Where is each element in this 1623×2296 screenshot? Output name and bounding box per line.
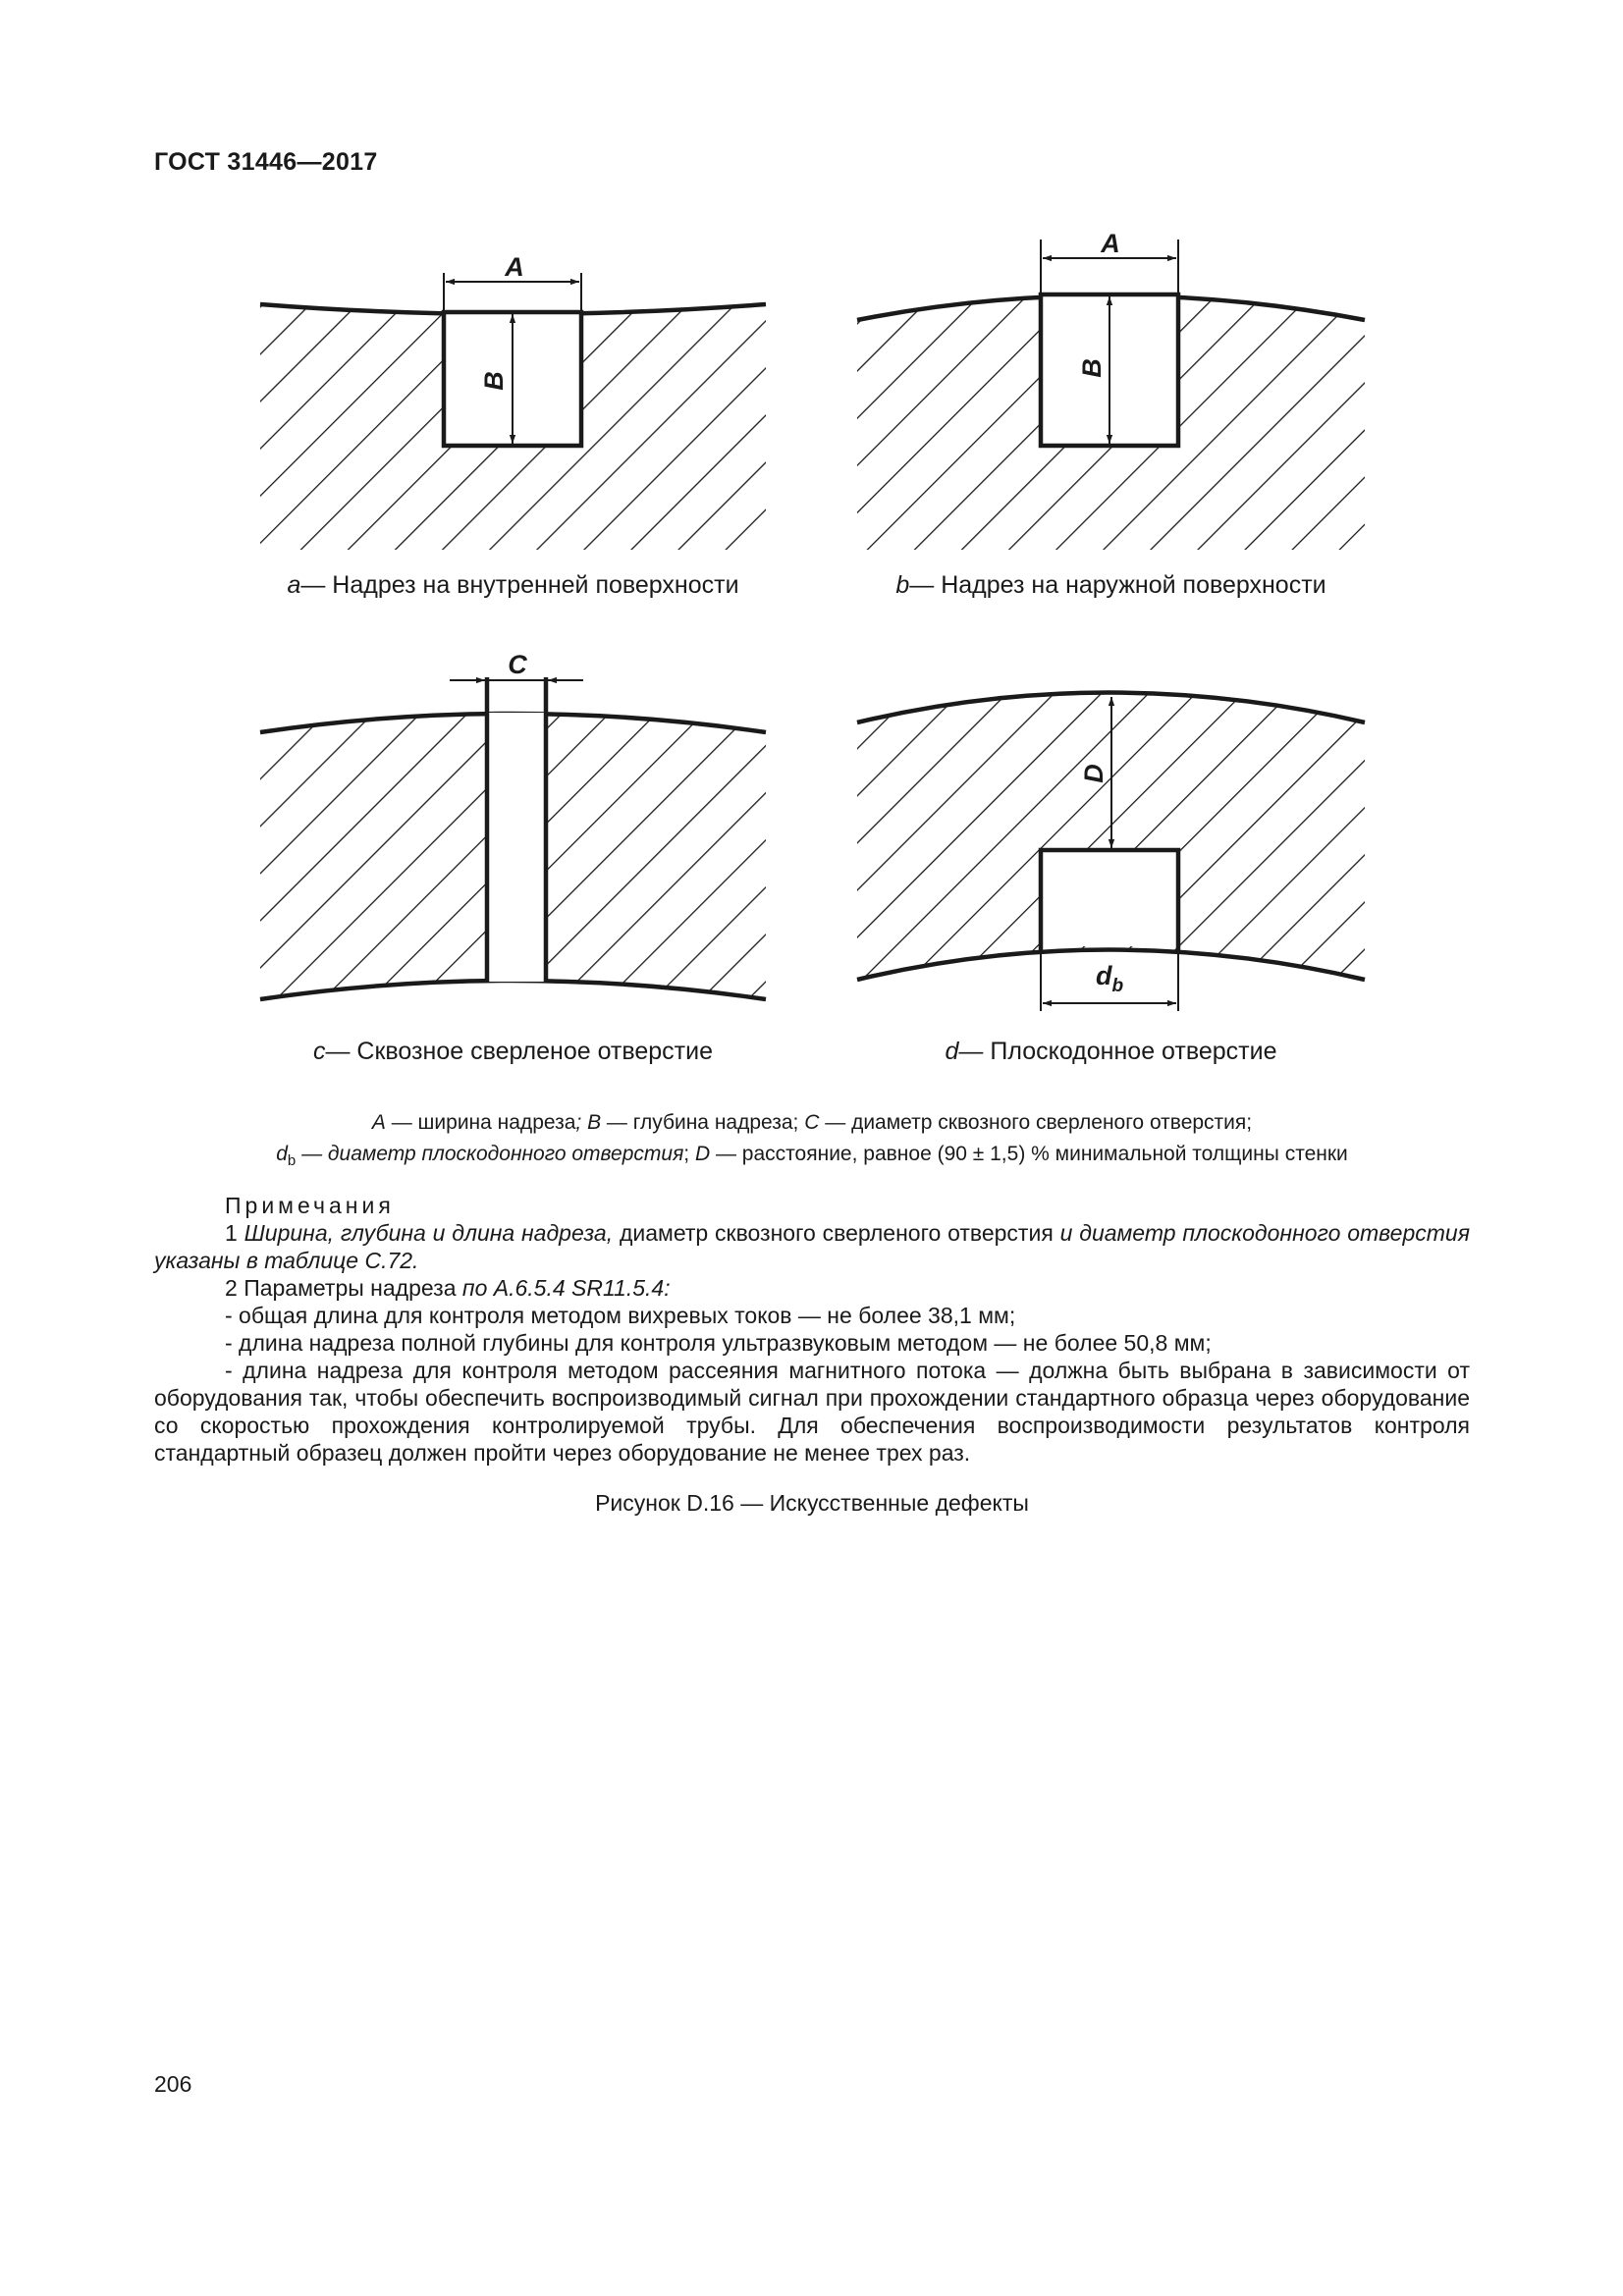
- caption-d: d— Плоскодонное отверстие: [945, 1038, 1277, 1065]
- figure-title: Рисунок D.16 — Искусственные дефекты: [595, 1490, 1029, 1516]
- legend-line-2: $d_b$ — диаметр плоскодонного отверстия; D — расстояние, равное (90 ± 1,5) % минимальной толщины стенки: [276, 1143, 1348, 1170]
- note-2-item-1: - общая длина для контроля методом вихревых токов — не более 38,1 мм;: [225, 1303, 1016, 1328]
- legend-line-1: A — ширина надреза; B — глубина надреза; C — диаметр сквозного сверленого отверстия;: [371, 1111, 1253, 1134]
- dim-label-d-distance: D: [1079, 764, 1109, 783]
- figure-c-drawing: [260, 650, 766, 1011]
- note-2-item-3: - длина надреза для контроля методом рассеяния магнитного потока — должна быть выбрана в зависимости от оборудования так, чтобы обеспечить воспроизводимый сигнал при прохождении стандартного образца через оборудование со скоростью прохождения контролируемой трубы. Для обеспечения воспроизводимости результатов контроля стандартный образец должен пройти через оборудование не менее трех раз.: [154, 1358, 1470, 1466]
- dim-label-c-diameter: C: [508, 650, 527, 679]
- note-2: 2 Параметры надреза по А.6.5.4 SR11.5.4:: [225, 1275, 671, 1301]
- figure-d-drawing: [857, 658, 1365, 1011]
- figure-a-drawing: [260, 252, 766, 560]
- notes-block: [154, 1192, 1470, 1467]
- document-header: ГОСТ 31446—2017: [154, 148, 378, 176]
- dim-label-b-depth: B: [1077, 358, 1107, 378]
- notes-heading: Примечания: [225, 1193, 395, 1218]
- figure-legend: [154, 1107, 1470, 1177]
- dim-label-d-diameter: $d_b$: [1096, 961, 1124, 996]
- dim-label-a-width: A: [505, 252, 524, 282]
- caption-c: c— Сквозное сверленое отверстие: [312, 1038, 714, 1065]
- page-number: 206: [154, 2071, 192, 2097]
- dim-label-a-depth: B: [479, 371, 509, 391]
- note-1: 1 Ширина, глубина и длина надреза, диаметр сквозного сверленого отверстия и диаметр плоскодонного отверстия указаны в таблице С.72.: [154, 1220, 1470, 1273]
- caption-b: b— Надрез на наружной поверхности: [895, 571, 1326, 599]
- figure-b-drawing: [857, 229, 1365, 560]
- figure-drawings: [0, 0, 1623, 1060]
- dim-label-b-width: A: [1101, 229, 1120, 258]
- note-2-item-2: - длина надреза полной глубины для контроля ультразвуковым методом — не более 50,8 мм;: [225, 1330, 1212, 1356]
- caption-a: a— Надрез на внутренней поверхности: [287, 571, 739, 599]
